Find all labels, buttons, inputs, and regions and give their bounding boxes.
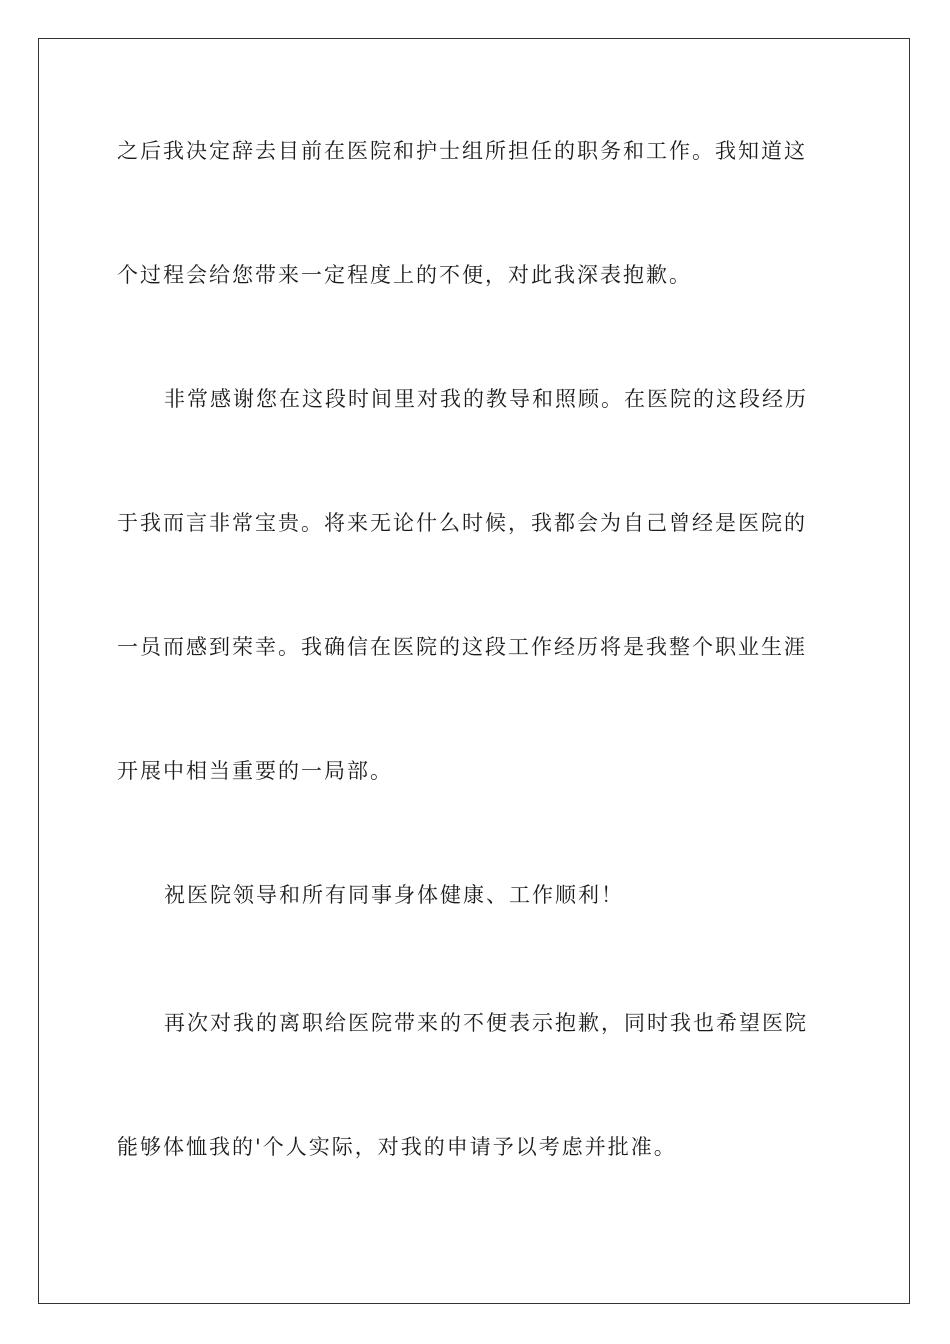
body-text-line: 开展中相当重要的一局部。 xyxy=(117,759,393,783)
paragraph-first-line: 祝医院领导和所有同事身体健康、工作顺利！ xyxy=(164,883,624,907)
paragraph-first-line: 非常感谢您在这段时间里对我的教导和照顾。在医院的这段经历 xyxy=(164,387,808,411)
body-text-line: 个过程会给您带来一定程度上的不便，对此我深表抱歉。 xyxy=(117,263,692,287)
body-text-line: 之后我决定辞去目前在医院和护士组所担任的职务和工作。我知道这 xyxy=(117,139,807,163)
page-border xyxy=(38,38,910,1304)
body-text-line: 一员而感到荣幸。我确信在医院的这段工作经历将是我整个职业生涯 xyxy=(117,635,807,659)
paragraph-first-line: 再次对我的离职给医院带来的不便表示抱歉，同时我也希望医院 xyxy=(164,1011,808,1035)
body-text-line: 于我而言非常宝贵。将来无论什么时候，我都会为自己曾经是医院的 xyxy=(117,511,807,535)
body-text-line: 能够体恤我的'个人实际，对我的申请予以考虑并批准。 xyxy=(117,1135,677,1159)
